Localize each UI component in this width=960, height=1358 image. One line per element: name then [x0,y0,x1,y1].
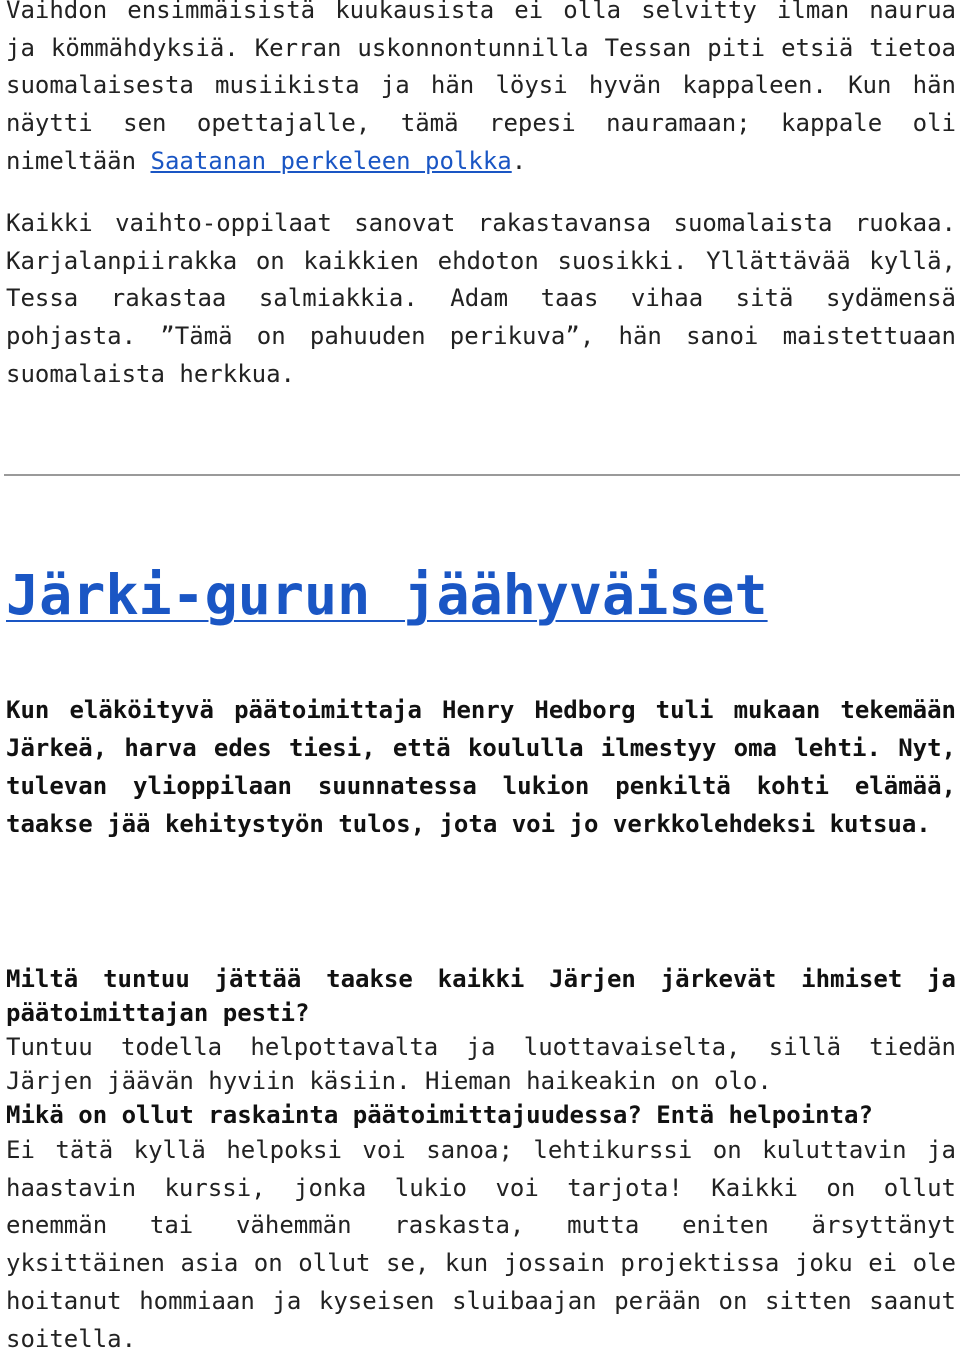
interview-answer-2: Ei tätä kyllä helpoksi voi sanoa; lehtikurssi on kuluttavin ja haastavin kurssi, jonka lukio voi tarjota! Kaikki on ollut enemmän tai vähemmän raskasta, mutta eniten ärsyttänyt yksittäinen asia on ollut se, kun jossain projektissa joku ei ole hoitanut hommiaan ja kyseisen sluibaajan perään on sitten saanut soitella. [6,1136,956,1353]
article-headline-link[interactable]: Järki-gurun jäähyväiset [6,563,768,627]
intro-paragraph-2: Kaikki vaihto-oppilaat sanovat rakastavansa suomalaista ruokaa. Karjalanpiirakka on kaikkien ehdoton suosikki. Yllättävää kyllä, Tessa rakastaa salmiakkia. Adam taas vihaa sitä sydämensä pohjasta. ”Tämä on pahuuden perikuva”, hän sanoi maistettuaan suomalaista herkkua. [6,209,956,388]
interview-section [6,962,956,1358]
interview-question-1: Miltä tuntuu jättää taakse kaikki Järjen järkevät ihmiset ja päätoimittajan pesti? [6,965,956,1027]
intro-paragraph-1-end: . [511,146,527,175]
song-title-link[interactable]: Saatanan perkeleen polkka [150,146,512,175]
interview-answer-1: Tuntuu todella helpottavalta ja luottavaiselta, sillä tiedän Järjen jäävän hyviin käsiin. Hieman haikeakin on olo. [6,1033,956,1095]
article-lead: Kun eläköityvä päätoimittaja Henry Hedborg tuli mukaan tekemään Järkeä, harva edes tiesi, että koululla ilmestyy oma lehti. Nyt, tulevan ylioppilaan suunnatessa lukion penkiltä kohti elämää, taakse jää kehitystyön tulos, jota voi jo verkkolehdeksi kutsua. [6,696,956,838]
section-divider [4,474,960,476]
interview-question-2: Mikä on ollut raskainta päätoimittajuudessa? Entä helpointa? [6,1101,873,1129]
intro-paragraph-1-text: Vaihdon ensimmäisistä kuukausista ei olla selvitty ilman naurua ja kömmähdyksiä. Kerran uskonnontunnilla Tessan piti etsiä tietoa suomalaisesta musiikista ja hän löysi hyvän kappaleen. Kun hän näytti sen opettajalle, tämä repesi nauramaan; kappale oli nimeltään [6,0,956,175]
intro-paragraph-1 [6,0,956,181]
